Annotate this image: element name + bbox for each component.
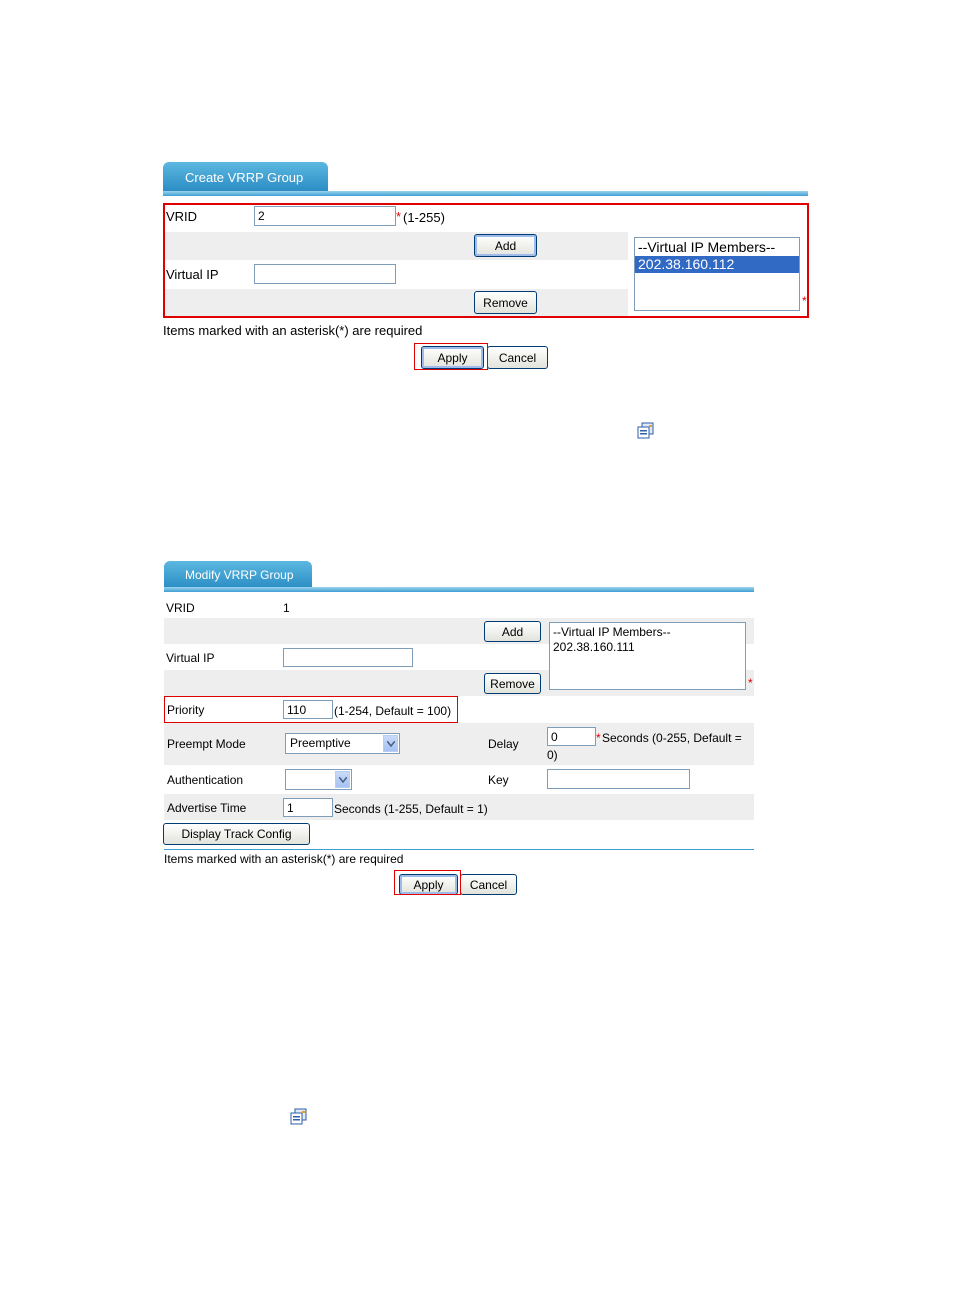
create-virtual-ip-label: Virtual IP <box>166 267 219 282</box>
create-members-asterisk: * <box>802 294 807 308</box>
modify-delay-label: Delay <box>488 737 519 751</box>
modify-add-button[interactable] <box>484 621 541 642</box>
config-icon <box>290 1108 308 1126</box>
display-track-config-button[interactable] <box>163 823 310 845</box>
create-members-header: --Virtual IP Members-- <box>638 239 776 255</box>
modify-priority-label: Priority <box>167 703 205 717</box>
modify-member-item[interactable]: 202.38.160.111 <box>553 640 635 654</box>
modify-key-label: Key <box>488 773 509 787</box>
modify-advertise-hint: Seconds (1-255, Default = 1) <box>334 802 488 816</box>
create-vrid-hint: (1-255) <box>403 210 445 225</box>
modify-apply-label: Apply <box>413 877 444 892</box>
modify-virtual-ip-label: Virtual IP <box>166 651 215 665</box>
modify-delay-hint-1: Seconds (0-255, Default = <box>602 731 742 745</box>
modify-preempt-label: Preempt Mode <box>167 737 246 751</box>
create-tab-title: Create VRRP Group <box>185 169 304 185</box>
modify-members-listbox[interactable] <box>549 622 746 690</box>
modify-required-note: Items marked with an asterisk(*) are required <box>164 852 404 866</box>
modify-key-input[interactable] <box>547 769 690 789</box>
modify-priority-highlight <box>164 696 458 723</box>
modify-delay-hint-2: 0) <box>547 748 558 762</box>
modify-vrid-label: VRID <box>166 601 195 615</box>
modify-auth-label: Authentication <box>167 773 244 787</box>
modify-remove-button[interactable] <box>484 673 541 694</box>
create-cancel-button[interactable] <box>487 346 548 369</box>
create-add-label: Add <box>494 238 517 253</box>
chevron-down-icon <box>383 735 398 752</box>
display-track-config-label: Display Track Config <box>181 827 292 841</box>
create-vrid-asterisk: * <box>396 209 402 224</box>
modify-tab-title: Modify VRRP Group <box>185 568 294 582</box>
create-tab-line <box>163 191 808 196</box>
modify-cancel-button[interactable] <box>460 874 517 895</box>
create-cancel-label: Cancel <box>498 350 537 365</box>
chevron-down-icon <box>335 771 350 788</box>
modify-tab <box>164 561 312 589</box>
modify-preempt-value: Preemptive <box>290 736 351 750</box>
modify-delay-input[interactable] <box>547 727 596 746</box>
modify-add-label: Add <box>501 624 524 639</box>
create-required-note: Items marked with an asterisk(*) are required <box>163 323 423 338</box>
modify-cancel-label: Cancel <box>469 877 508 892</box>
create-form-highlight <box>163 203 809 318</box>
modify-preempt-select[interactable] <box>285 733 400 754</box>
modify-priority-hint: (1-254, Default = 100) <box>334 704 452 718</box>
modify-advertise-input[interactable] <box>283 798 333 817</box>
create-apply-label: Apply <box>437 350 468 365</box>
modify-tab-line <box>164 587 754 592</box>
create-member-item[interactable]: 202.38.160.112 <box>635 256 799 273</box>
create-vrid-label: VRID <box>166 209 198 224</box>
modify-delay-asterisk: * <box>596 731 601 745</box>
create-tab <box>163 162 328 192</box>
create-apply-highlight <box>414 343 488 370</box>
modify-divider <box>164 849 754 850</box>
modify-apply-highlight <box>394 870 461 895</box>
modify-vrid-value: 1 <box>283 601 290 615</box>
config-icon <box>637 422 655 440</box>
modify-virtual-ip-input[interactable] <box>283 648 413 667</box>
modify-members-asterisk: * <box>748 676 753 690</box>
modify-members-header: --Virtual IP Members-- <box>553 625 671 639</box>
create-remove-label: Remove <box>483 295 528 310</box>
modify-auth-select[interactable] <box>285 769 352 790</box>
modify-advertise-label: Advertise Time <box>167 801 247 815</box>
modify-remove-label: Remove <box>490 676 535 691</box>
